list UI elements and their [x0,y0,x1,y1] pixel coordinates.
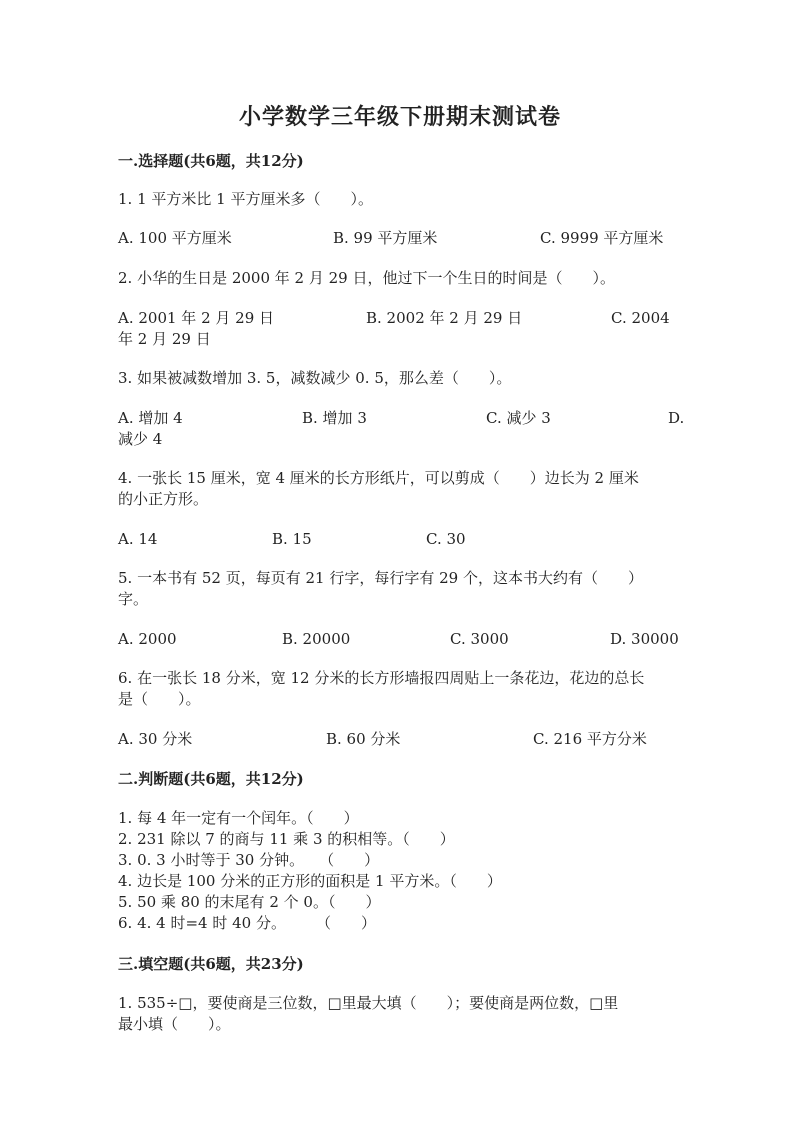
question-stem-continued: 的小正方形。 [118,490,209,508]
section-heading-choice: 一.选择题(共6题，共12分) [118,152,304,170]
section-heading-judgement: 二.判断题(共6题，共12分) [118,770,304,788]
question-stem: 1. 1 平方米比 1 平方厘米多（ ）。 [118,190,373,208]
question-stem: 2. 小华的生日是 2000 年 2 月 29 日，他过下一个生日的时间是（ ）。 [118,269,615,287]
option-a: A. 增加 4 [118,409,183,427]
option-b: B. 99 平方厘米 [333,229,438,247]
judgement-item: 4. 边长是 100 分米的正方形的面积是 1 平方米。（ ） [118,872,502,890]
option-c: C. 30 [426,530,466,548]
question-stem: 4. 一张长 15 厘米，宽 4 厘米的长方形纸片，可以剪成（ ）边长为 2 厘米 [118,469,639,487]
option-c-continued: 年 2 月 29 日 [118,330,211,348]
question-stem: 3. 如果被减数增加 3. 5，减数减少 0. 5，那么差（ ）。 [118,369,512,387]
option-c: C. 216 平方分米 [533,730,647,748]
option-b: B. 2002 年 2 月 29 日 [366,309,523,327]
question-stem-continued: 是（ ）。 [118,690,201,708]
question-stem-continued: 最小填（ ）。 [118,1015,231,1033]
option-a: A. 100 平方厘米 [118,229,232,247]
option-b: B. 增加 3 [302,409,367,427]
page-title: 小学数学三年级下册期末测试卷 [238,104,561,130]
question-stem-continued: 字。 [118,590,149,608]
option-c: C. 3000 [450,630,509,648]
option-d: D. [668,409,685,427]
judgement-item: 2. 231 除以 7 的商与 11 乘 3 的积相等。（ ） [118,830,455,848]
option-a: A. 30 分米 [118,730,193,748]
option-c: C. 2004 [611,309,670,327]
option-d-continued: 减少 4 [118,430,163,448]
judgement-item: 1. 每 4 年一定有一个闰年。（ ） [118,809,359,827]
option-d: D. 30000 [610,630,679,648]
judgement-item: 6. 4. 4 时=4 时 40 分。 （ ） [118,914,376,932]
option-c: C. 减少 3 [486,409,551,427]
option-b: B. 20000 [282,630,351,648]
section-heading-fill-in: 三.填空题(共6题，共23分) [118,955,304,973]
option-b: B. 15 [272,530,312,548]
option-a: A. 14 [118,530,158,548]
option-c: C. 9999 平方厘米 [540,229,664,247]
option-a: A. 2001 年 2 月 29 日 [118,309,275,327]
judgement-item: 3. 0. 3 小时等于 30 分钟。 （ ） [118,851,380,869]
question-stem: 1. 535÷□，要使商是三位数，□里最大填（ ）；要使商是两位数，□里 [118,994,619,1012]
option-a: A. 2000 [118,630,177,648]
option-b: B. 60 分米 [326,730,401,748]
question-stem: 6. 在一张长 18 分米，宽 12 分米的长方形墙报四周贴上一条花边，花边的总长 [118,669,645,687]
question-stem: 5. 一本书有 52 页，每页有 21 行字，每行字有 29 个，这本书大约有（ ） [118,569,643,587]
judgement-item: 5. 50 乘 80 的末尾有 2 个 0。（ ） [118,893,381,911]
